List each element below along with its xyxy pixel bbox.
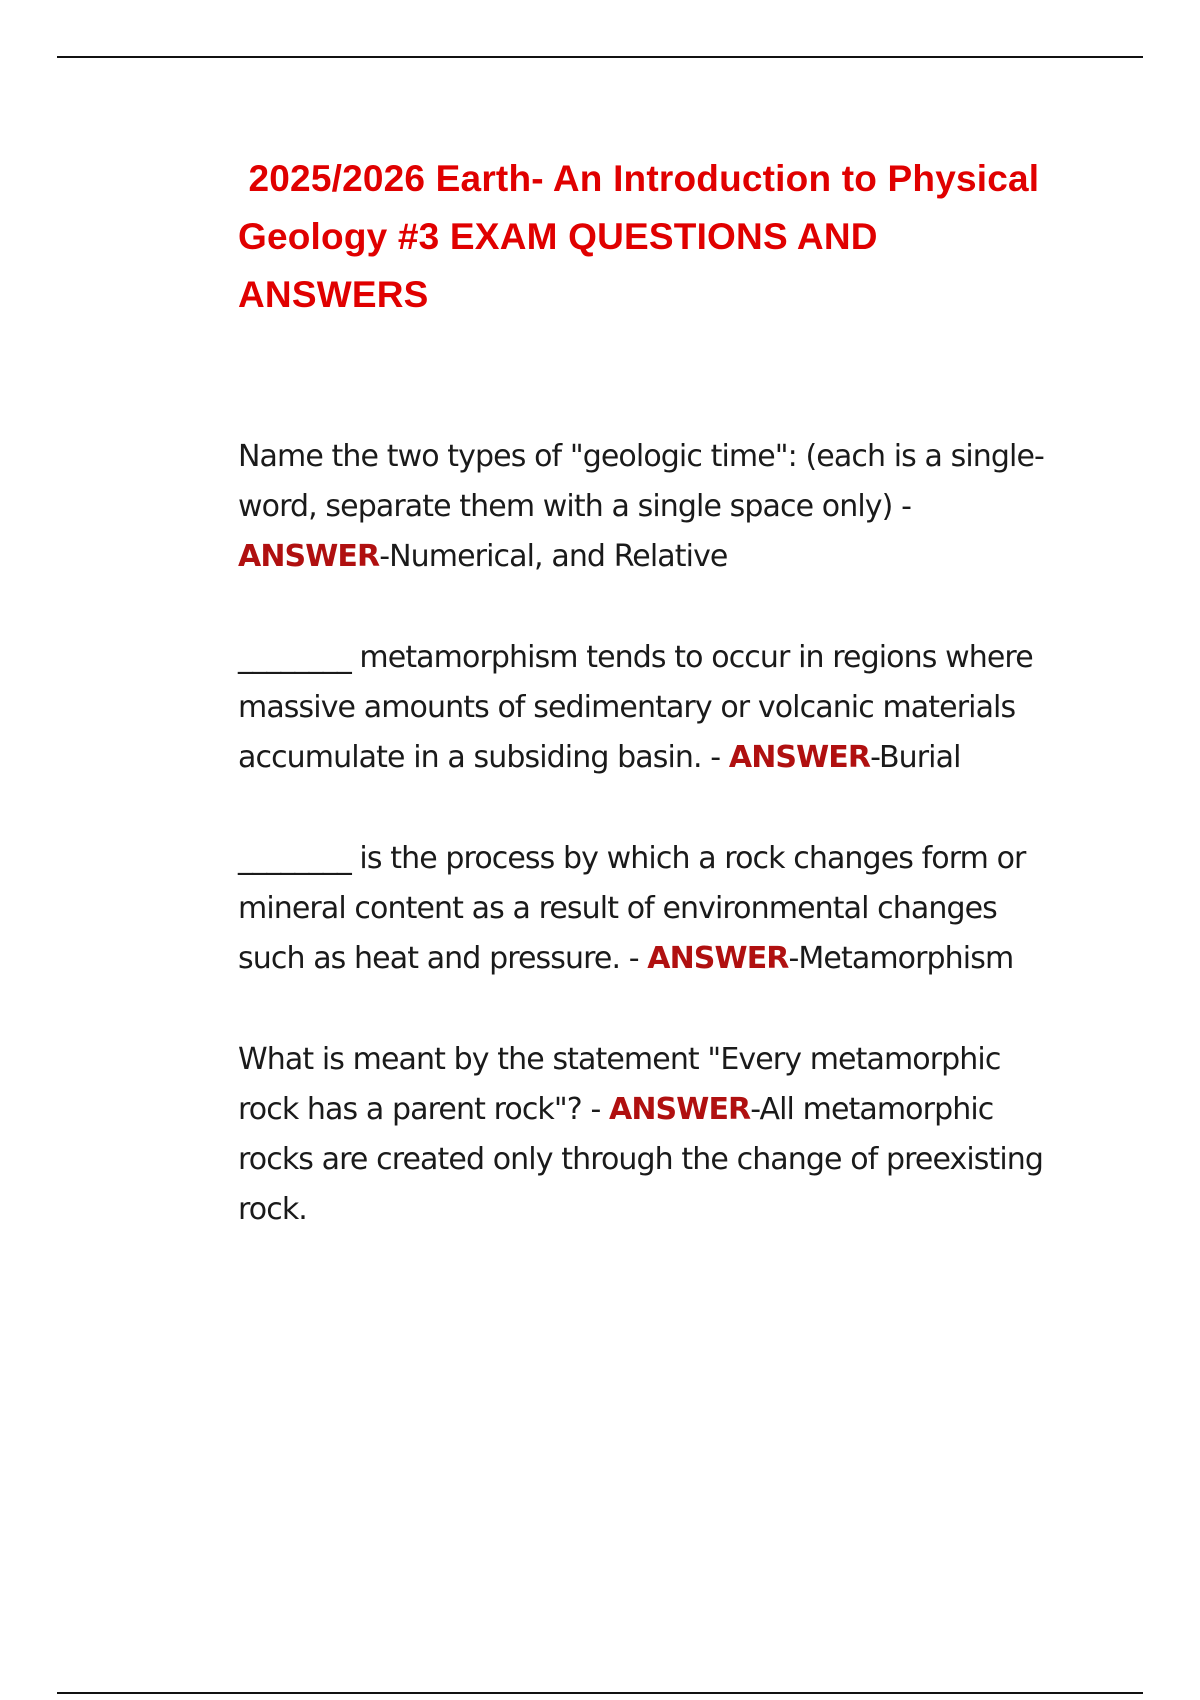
qa-item-2 [238, 633, 1068, 783]
document-title: 2025/2026 Earth- An Introduction to Physical Geology #3 EXAM QUESTIONS AND ANSWERS [238, 158, 1050, 315]
answer-text: -Numerical, and Relative [379, 539, 728, 574]
answer-label: ANSWER [609, 1092, 751, 1127]
answer-text: -Metamorphism [788, 941, 1014, 976]
answer-label: ANSWER [728, 740, 871, 775]
question-text: What is meant by the statement "Every metamorphic rock has a parent rock"? - [238, 1042, 1001, 1127]
question-text: Name the two types of "geologic time": (each is a single-word, separate them with a single space only) - [238, 439, 1044, 524]
answer-label: ANSWER [647, 941, 789, 976]
answer-text: -Burial [870, 740, 961, 775]
answer-label: ANSWER [238, 539, 380, 574]
bottom-rule [57, 1692, 1143, 1694]
page-content [238, 150, 1068, 1286]
question-text: ________ is the process by which a rock changes form or mineral content as a result of environmental changes such as heat and pressure. - [238, 841, 1026, 976]
qa-list [238, 432, 1068, 1235]
question-text: ________ metamorphism tends to occur in regions where massive amounts of sedimentary or volcanic materials accumulate in a subsiding basin. - [238, 640, 1033, 775]
qa-item-1 [238, 432, 1068, 582]
qa-item-3 [238, 834, 1068, 984]
answer-text: -All metamorphic rocks are created only through the change of preexisting rock. [238, 1092, 1044, 1227]
top-rule [57, 56, 1143, 58]
qa-item-4 [238, 1035, 1068, 1235]
